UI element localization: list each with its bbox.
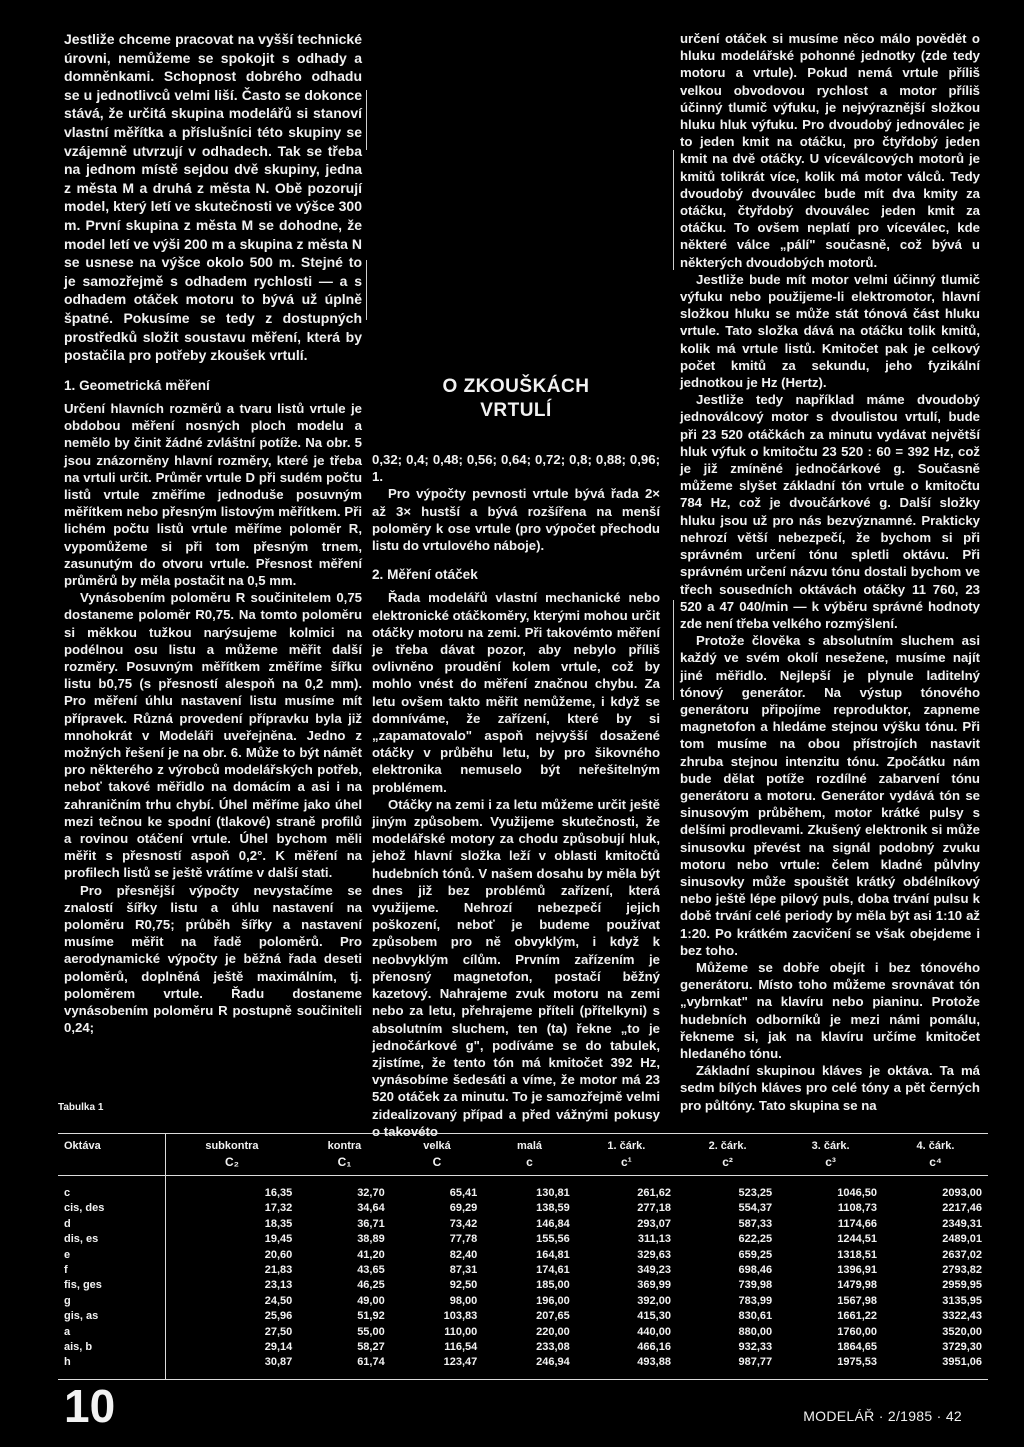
frequency-cell: 2093,00 xyxy=(942,1187,982,1199)
table-caption: Tabulka 1 xyxy=(58,1102,104,1113)
frequency-cell: 659,25 xyxy=(738,1248,773,1261)
header-cell xyxy=(391,1134,484,1176)
paragraph: Můžeme se dobře obejít i bez tónového generátoru. Místo toho můžeme srovnávat tón „vybrnkat" na klavíru nebo pianinu. Protože hudebních odborníků je mezi námi pomálu, řekneme si, jak na klavíru určíme kmitočet hledaného tónu. xyxy=(680,959,980,1061)
note-name-cell: f xyxy=(58,1263,165,1278)
frequency-cell: 1479,98 xyxy=(837,1279,878,1292)
header-sub: c³ xyxy=(825,1155,836,1169)
section-heading-rpm: 2. Měření otáček xyxy=(372,567,478,583)
frequency-cell: 155,56 xyxy=(536,1233,570,1246)
frequency-cell: 41,20 xyxy=(357,1248,385,1261)
frequency-cell: 830,61 xyxy=(738,1310,773,1323)
article-intro: Jestliže chceme pracovat na vyšší technické úrovni, nemůžeme se spokojit s odhady a domněnkami. Schopnost dobrého odhadu se u jednotlivců velmi liší. Často se dokonce stává, že určitá skupina modelářů si stanoví vlastní měřítka a příslušníci této skupiny se vzájemně utvrzují v odhadech. Tak se třeba na jednom místě sejdou dvě skupiny, jedna z města M a druhá z města N. Obě pozorují model, který letí ve skutečnosti ve výšce 300 m. První skupina z města M se dohodne, že model letí ve výši 200 m a skupina z města N se usnese na výšce okolo 500 m. Stejné to je samozřejmě s odhadem rychlosti — a s odhadem otáček motoru to bývá už úplně špatné. Pokusíme se tedy z dostupných prostředků složit soustavu měření, která by postačila pro potřeby zkoušek vrtulí. xyxy=(64,31,362,364)
header-sub: c xyxy=(526,1155,533,1169)
frequency-cell: 1244,51 xyxy=(837,1233,878,1246)
frequency-cell: 38,89 xyxy=(357,1233,385,1246)
table-row xyxy=(58,1355,988,1379)
frequency-cell: 65,41 xyxy=(449,1187,478,1199)
frequency-cell: 17,32 xyxy=(264,1202,293,1215)
table-row xyxy=(58,1201,988,1216)
frequency-cell: 46,25 xyxy=(357,1279,385,1292)
frequency-cell: 932,33 xyxy=(738,1341,773,1354)
note-name-cell: g xyxy=(58,1294,165,1309)
frequency-cell: 55,00 xyxy=(357,1325,385,1338)
column-divider xyxy=(366,90,367,150)
header-sub: c¹ xyxy=(621,1155,632,1169)
frequency-cell: 523,25 xyxy=(738,1187,773,1199)
header-sub: c² xyxy=(722,1155,733,1169)
frequency-cell: 261,62 xyxy=(637,1187,671,1199)
frequency-cell: 36,71 xyxy=(357,1217,385,1230)
issue-label: MODELÁŘ · 2/1985 · 42 xyxy=(803,1408,962,1424)
frequency-cell: 73,42 xyxy=(449,1217,478,1230)
column-left xyxy=(64,30,362,1036)
frequency-cell: 1396,91 xyxy=(837,1264,878,1277)
page-number: 10 xyxy=(64,1380,116,1432)
frequency-cell: 277,18 xyxy=(637,1202,671,1215)
frequency-cell: 30,87 xyxy=(165,1355,298,1379)
paragraph: Základní skupinou kláves je oktáva. Ta má sedm bílých kláves pro celé tóny a pět černých pro půltóny. Tato skupina se na xyxy=(680,1063,980,1113)
frequency-cell: 3520,00 xyxy=(942,1325,982,1338)
paragraph: Protože člověka s absolutním sluchem asi každý ve svém okolí nesežene, musíme najít jiné měřidlo. Nejlepší je plynule laditelný tónový generátor. Na výstup tónového generátoru připojíme reproduktor, zapneme magnetofon a hledáme stejnou výšku tónu. Při tom musíme na obou přístrojích nastavit zhruba stejnou intenzitu tónu. Zpočátku nám bude dělat potíže rozdílné zabarvení tónu generátoru a motoru. Generátor vydává tón se sinusovým průběhem, motor krátké pulsy s delšími prodlevami. Zkušený elektronik si může sinusovku převést na signál podobný zvuku motoru nebo vrtule: čelem kladné půlvlny sinusovky může spouštět krátký obdélníkový nebo ještě lépe pilový puls, doba trvání pulsu k době trvání celé periody by měla být asi 1:10 až 1:20. Po krátkém zacvičení se však obejdeme i bez toho. xyxy=(680,633,980,958)
header-cell xyxy=(165,1134,298,1176)
column-divider xyxy=(673,150,674,270)
frequency-cell: 20,60 xyxy=(264,1248,293,1261)
frequency-cell: 32,70 xyxy=(357,1187,385,1199)
frequency-cell: 3729,30 xyxy=(942,1341,982,1354)
frequency-cell: 123,47 xyxy=(391,1355,484,1379)
frequency-cell: 130,81 xyxy=(536,1187,570,1199)
frequency-cell: 1108,73 xyxy=(837,1202,878,1215)
frequency-cell: 1661,22 xyxy=(837,1310,878,1323)
frequency-cell: 739,98 xyxy=(738,1279,773,1292)
table-body xyxy=(58,1176,988,1380)
note-name-cell: c xyxy=(58,1176,165,1202)
frequency-cell: 466,16 xyxy=(637,1341,671,1354)
column-right xyxy=(680,30,980,1114)
frequency-cell: 1760,00 xyxy=(837,1325,878,1338)
frequency-cell: 2217,46 xyxy=(942,1202,982,1215)
header-cell xyxy=(58,1134,165,1176)
paragraph: 0,32; 0,4; 0,48; 0,56; 0,64; 0,72; 0,8; 0,88; 0,96; 1. xyxy=(372,452,660,485)
frequency-cell: 1975,53 xyxy=(778,1355,883,1379)
header-cell xyxy=(883,1134,988,1176)
note-name-cell: fis, ges xyxy=(58,1278,165,1293)
paragraph: Pro přesnější výpočty nevystačíme se znalostí šířky listu a úhlu nastavení na poloměru R0,75; průběh šířky a nastavení musíme měřit na řadě poloměrů. Pro aerodynamické výpočty je běžná řada deseti poloměrů, doplněná ještě maximálním, tj. poloměrem vrtule. Řadu dostaneme vynásobením poloměru R postupně součiniteli 0,24; xyxy=(64,882,362,1036)
frequency-cell: 246,94 xyxy=(483,1355,576,1379)
frequency-cell: 58,27 xyxy=(357,1341,385,1354)
frequency-cell: 392,00 xyxy=(637,1294,671,1307)
header-cell xyxy=(778,1134,883,1176)
table-row xyxy=(58,1248,988,1263)
frequency-cell: 2793,82 xyxy=(942,1264,982,1277)
paragraph: Řada modelářů vlastní mechanické nebo elektronické otáčkoměry, kterými mohou určit otáčky motoru na zemi. Při takovémto měření je třeba dávat pozor, aby nebylo příliš ovlivněno proudění kolem vrtule, což by mohlo vnést do měření značnou chybu. Za letu ovšem takto měřit nemůžeme, i když se domníváme, že zařízení, které by si „zapamatovalo" aspoň nejvyšší dosažené otáčky v průběhu letu, by pro šikovného elektronika nemuselo být neřešitelným problémem. xyxy=(372,590,660,795)
note-name-cell: dis, es xyxy=(58,1232,165,1247)
frequency-cell: 2489,01 xyxy=(942,1233,982,1246)
header-label: 3. čárk. xyxy=(811,1140,850,1152)
article-title-line: O ZKOUŠKÁCH xyxy=(442,376,590,397)
paragraph: Pro výpočty pevnosti vrtule bývá řada 2× až 3× hustší a bývá rozšířena na menší poloměry k ose vrtule (pro výpočet přechodu listu do vrtulového náboje). xyxy=(372,486,660,554)
header-sub: C₁ xyxy=(337,1155,352,1169)
frequency-cell: 19,45 xyxy=(264,1233,293,1246)
table-row xyxy=(58,1176,988,1202)
frequency-cell: 138,59 xyxy=(536,1202,570,1215)
frequency-cell: 783,99 xyxy=(738,1294,773,1307)
frequency-cell: 2349,31 xyxy=(942,1217,982,1230)
table-header-row xyxy=(58,1134,988,1176)
frequency-cell: 3951,06 xyxy=(883,1355,988,1379)
frequency-cell: 698,46 xyxy=(738,1264,773,1277)
frequency-cell: 34,64 xyxy=(357,1202,385,1215)
frequency-cell: 16,35 xyxy=(264,1187,293,1199)
frequency-cell: 415,30 xyxy=(637,1310,671,1323)
header-label: 2. čárk. xyxy=(708,1140,747,1152)
frequency-cell: 69,29 xyxy=(449,1202,478,1215)
frequency-cell: 554,37 xyxy=(738,1202,773,1215)
table-row xyxy=(58,1294,988,1309)
column-divider xyxy=(673,600,674,700)
note-name-cell: e xyxy=(58,1248,165,1263)
frequency-cell: 311,13 xyxy=(637,1233,671,1246)
header-cell xyxy=(576,1134,677,1176)
table-row xyxy=(58,1325,988,1340)
section-heading-geometry: 1. Geometrická měření xyxy=(64,377,210,393)
frequency-cell: 77,78 xyxy=(449,1233,478,1246)
header-cell xyxy=(298,1134,390,1176)
frequency-cell: 1174,66 xyxy=(837,1217,878,1230)
frequency-cell: 51,92 xyxy=(357,1310,385,1323)
paragraph: určení otáček si musíme něco málo povědět o hluku modelářské pohonné jednotky (zde tedy motoru a vrtule). Pokud nemá vrtule příliš velkou obvodovou rychlost a motor příliš účinný tlumič výfuku, je nejvýraznější složkou hluku hluk výfuku. Pro dvoudobý jednováleс je to jeden kmit na otáčku, pro čtyřdobý jeden kmit na dvě otáčky. U víceválcových motorů je kmitů tolikrát více, kolik má motor válců. Tedy dvoudobý dvouválec bude mít dva kmity za otáčku, čtyřdobý dvouválec jeden kmit za otáčku. To ovšem neplatí pro víceválec, kde některé válce „pálí" současně, což bývá u některých dvoudobých motorů. xyxy=(680,31,980,270)
frequency-cell: 1046,50 xyxy=(837,1187,878,1199)
frequency-cell: 98,00 xyxy=(449,1294,478,1307)
header-cell xyxy=(677,1134,778,1176)
frequency-cell: 2959,95 xyxy=(942,1279,982,1292)
frequency-cell: 146,84 xyxy=(536,1217,570,1230)
header-label: 1. čárk. xyxy=(607,1140,646,1152)
frequency-cell: 92,50 xyxy=(449,1279,478,1292)
table-row xyxy=(58,1217,988,1232)
frequency-cell: 3322,43 xyxy=(942,1310,982,1323)
frequency-cell: 987,77 xyxy=(677,1355,778,1379)
header-cell xyxy=(483,1134,576,1176)
header-label: velká xyxy=(423,1140,451,1152)
frequency-cell: 87,31 xyxy=(449,1264,478,1277)
article-title-line: VRTULÍ xyxy=(480,400,552,421)
frequency-cell: 116,54 xyxy=(444,1341,478,1354)
frequency-cell: 196,00 xyxy=(536,1294,570,1307)
header-label: kontra xyxy=(327,1140,362,1152)
header-label: subkontra xyxy=(205,1140,259,1152)
frequency-cell: 43,65 xyxy=(357,1264,385,1277)
note-name-cell: h xyxy=(58,1355,165,1379)
paragraph: Vynásobením poloměru R součinitelem 0,75 dostaneme poloměr R0,75. Na tomto poloměru si měkkou tužkou narýsujeme kolmici na podélnou osu listu a můžeme měřit další rozměry. Posuvným měřítkem změříme šířku listu b0,75 (s přesností alespoň na 0,2 mm). Pro měření úhlu nastavení listu musíme mít přípravek. Různá provedení přípravku byla již mnohokrát v Modeláři uveřejněna. Jedno z možných řešení je na obr. 6. Může to být námět pro některého z výrobců modelářských potřeb, neboť takové měřidlo na domácím a asi i na zahraničním trhu chybí. Úhel měříme jako úhel mezi tečnou ke spodní (tlakové) straně profilů a rovinou otáčení vrtule. Úhel bychom měli měřit s přesností aspoň 0,2°. K měření na profilech listů se ještě vrátíme v další stati. xyxy=(64,590,362,881)
header-label: malá xyxy=(516,1140,543,1152)
table-row xyxy=(58,1340,988,1355)
frequency-cell: 1864,65 xyxy=(837,1341,878,1354)
frequency-cell: 23,13 xyxy=(264,1279,293,1292)
table-row xyxy=(58,1232,988,1247)
frequency-cell: 329,63 xyxy=(637,1248,671,1261)
frequency-cell: 1318,51 xyxy=(837,1248,878,1261)
paragraph: Jestliže bude mít motor velmi účinný tlumič výfuku nebo použijeme-li elektromotor, hlavní složkou hluku se může stát tónová část hluku vrtule. Tato složka dává na otáčku tolik kmitů, kolik má vrtule listů. Kmitočet pak je celkový počet kmitů za sekundu, jeho fyzikální jednotkou je Hz (Hertz). xyxy=(680,271,980,391)
frequency-cell: 49,00 xyxy=(357,1294,385,1307)
frequency-cell: 1567,98 xyxy=(837,1294,878,1307)
frequency-cell: 25,96 xyxy=(264,1310,293,1323)
note-name-cell: gis, as xyxy=(58,1309,165,1324)
frequency-cell: 110,00 xyxy=(444,1325,478,1338)
header-label: Oktáva xyxy=(64,1140,101,1152)
header-sub: c⁴ xyxy=(929,1155,942,1169)
frequency-table xyxy=(58,1133,988,1380)
frequency-cell: 493,88 xyxy=(576,1355,677,1379)
paragraph: Otáčky na zemi i za letu můžeme určit ještě jiným způsobem. Využijeme skutečnosti, že modelářské motory za chodu způsobují hluk, jehož hlavní složka leží v oblasti kmitočtů hudebních tónů. V našem dosahu by měla být dnes již bez problémů zařízení, která využijeme. Nehrozí nebezpečí jejich poškození, neboť je budeme používat způsobem pro ně obvyklým, i když k neobvyklým cílům. Prvním zařízením je přenosný magnetofon, postačí běžný kazetový. Nahrajeme zvuk motoru na zemi nebo za letu, přehrajeme příteli (přítelkyni) s absolutním sluchem, ten (ta) řekne „to je jednočárkové g", podíváme se do tabulek, zjistíme, že tento tón má kmitočet 392 Hz, vynásobíme šedesáti a víme, že motor má 23 520 otáček za minutu. To je samozřejmě velmi zidealizovaný případ a před vážnými pokusy o takovéto xyxy=(372,796,660,1139)
frequency-cell: 587,33 xyxy=(738,1217,773,1230)
note-name-cell: d xyxy=(58,1217,165,1232)
table-row xyxy=(58,1263,988,1278)
frequency-cell: 293,07 xyxy=(637,1217,671,1230)
frequency-cell: 164,81 xyxy=(536,1248,570,1261)
frequency-cell: 369,99 xyxy=(637,1279,671,1292)
note-name-cell: cis, des xyxy=(58,1201,165,1216)
frequency-table-section xyxy=(58,1102,988,1380)
table-row xyxy=(58,1309,988,1324)
column-divider xyxy=(366,260,367,320)
frequency-cell: 29,14 xyxy=(264,1341,293,1354)
frequency-cell: 207,65 xyxy=(536,1310,570,1323)
frequency-cell: 440,00 xyxy=(637,1325,671,1338)
header-sub: C₂ xyxy=(224,1155,239,1169)
frequency-cell: 61,74 xyxy=(298,1355,390,1379)
paragraph: Jestliže tedy například máme dvoudobý jednoválcový motor s dvoulistou vrtulí, bude při 23 520 otáčkách za minutu vydávat největší hluk výfuk o kmitočtu 23 520 : 60 = 392 Hz, což je již zmíněné jednočárkové g. Současně můžeme slyšet základní tón vrtule o kmitočtu 784 Hz, což je dvoučárkové g. Další složky hluku jsou už pro nás bezvýznamné. Prakticky nehrozí větší nebezpečí, že bychom si při správném určení tónu spletli oktávu. Při správném určení názvu tónu dostali bychom ve třech sousedních oktávách otáčky 11 760, 23 520 a 47 040/min — k výběru správné hodnoty zde není třeba velkého rozmýšlení. xyxy=(680,392,980,631)
header-label: 4. čárk. xyxy=(916,1140,955,1152)
frequency-cell: 24,50 xyxy=(264,1294,293,1307)
frequency-cell: 185,00 xyxy=(536,1279,570,1292)
note-name-cell: ais, b xyxy=(58,1340,165,1355)
frequency-cell: 103,83 xyxy=(443,1310,478,1323)
column-middle xyxy=(372,375,660,1140)
frequency-cell: 174,61 xyxy=(536,1264,570,1277)
paragraph: Určení hlavních rozměrů a tvaru listů vrtule je obdobou měření nosných ploch modelu a nemělo by činit žádné zvláštní potíže. Na obr. 5 jsou znázorněny hlavní rozměry, které je třeba na vrtuli určit. Průměr vrtule D při sudém počtu listů vrtule změříme jednoduše posuvným měřítkem nebo přesným listovým měřítkem. Při lichém počtu listů vrtule měříme poloměr R, vypomůžeme si při tom přesným trnem, zasunutým do otvoru vrtule. Přesnost měření průměrů by měla postačit na 0,5 mm. xyxy=(64,400,362,588)
frequency-cell: 233,08 xyxy=(536,1341,570,1354)
frequency-cell: 622,25 xyxy=(738,1233,773,1246)
table-row xyxy=(58,1278,988,1293)
frequency-cell: 27,50 xyxy=(264,1325,293,1338)
frequency-cell: 18,35 xyxy=(264,1217,293,1230)
frequency-cell: 21,83 xyxy=(264,1264,293,1277)
frequency-cell: 3135,95 xyxy=(942,1294,982,1307)
article-title xyxy=(372,375,660,423)
frequency-cell: 220,00 xyxy=(536,1325,570,1338)
frequency-cell: 349,23 xyxy=(637,1264,671,1277)
header-sub: C xyxy=(432,1155,442,1169)
note-name-cell: a xyxy=(58,1325,165,1340)
frequency-cell: 82,40 xyxy=(449,1248,478,1261)
frequency-cell: 2637,02 xyxy=(942,1248,982,1261)
frequency-cell: 880,00 xyxy=(738,1325,773,1338)
